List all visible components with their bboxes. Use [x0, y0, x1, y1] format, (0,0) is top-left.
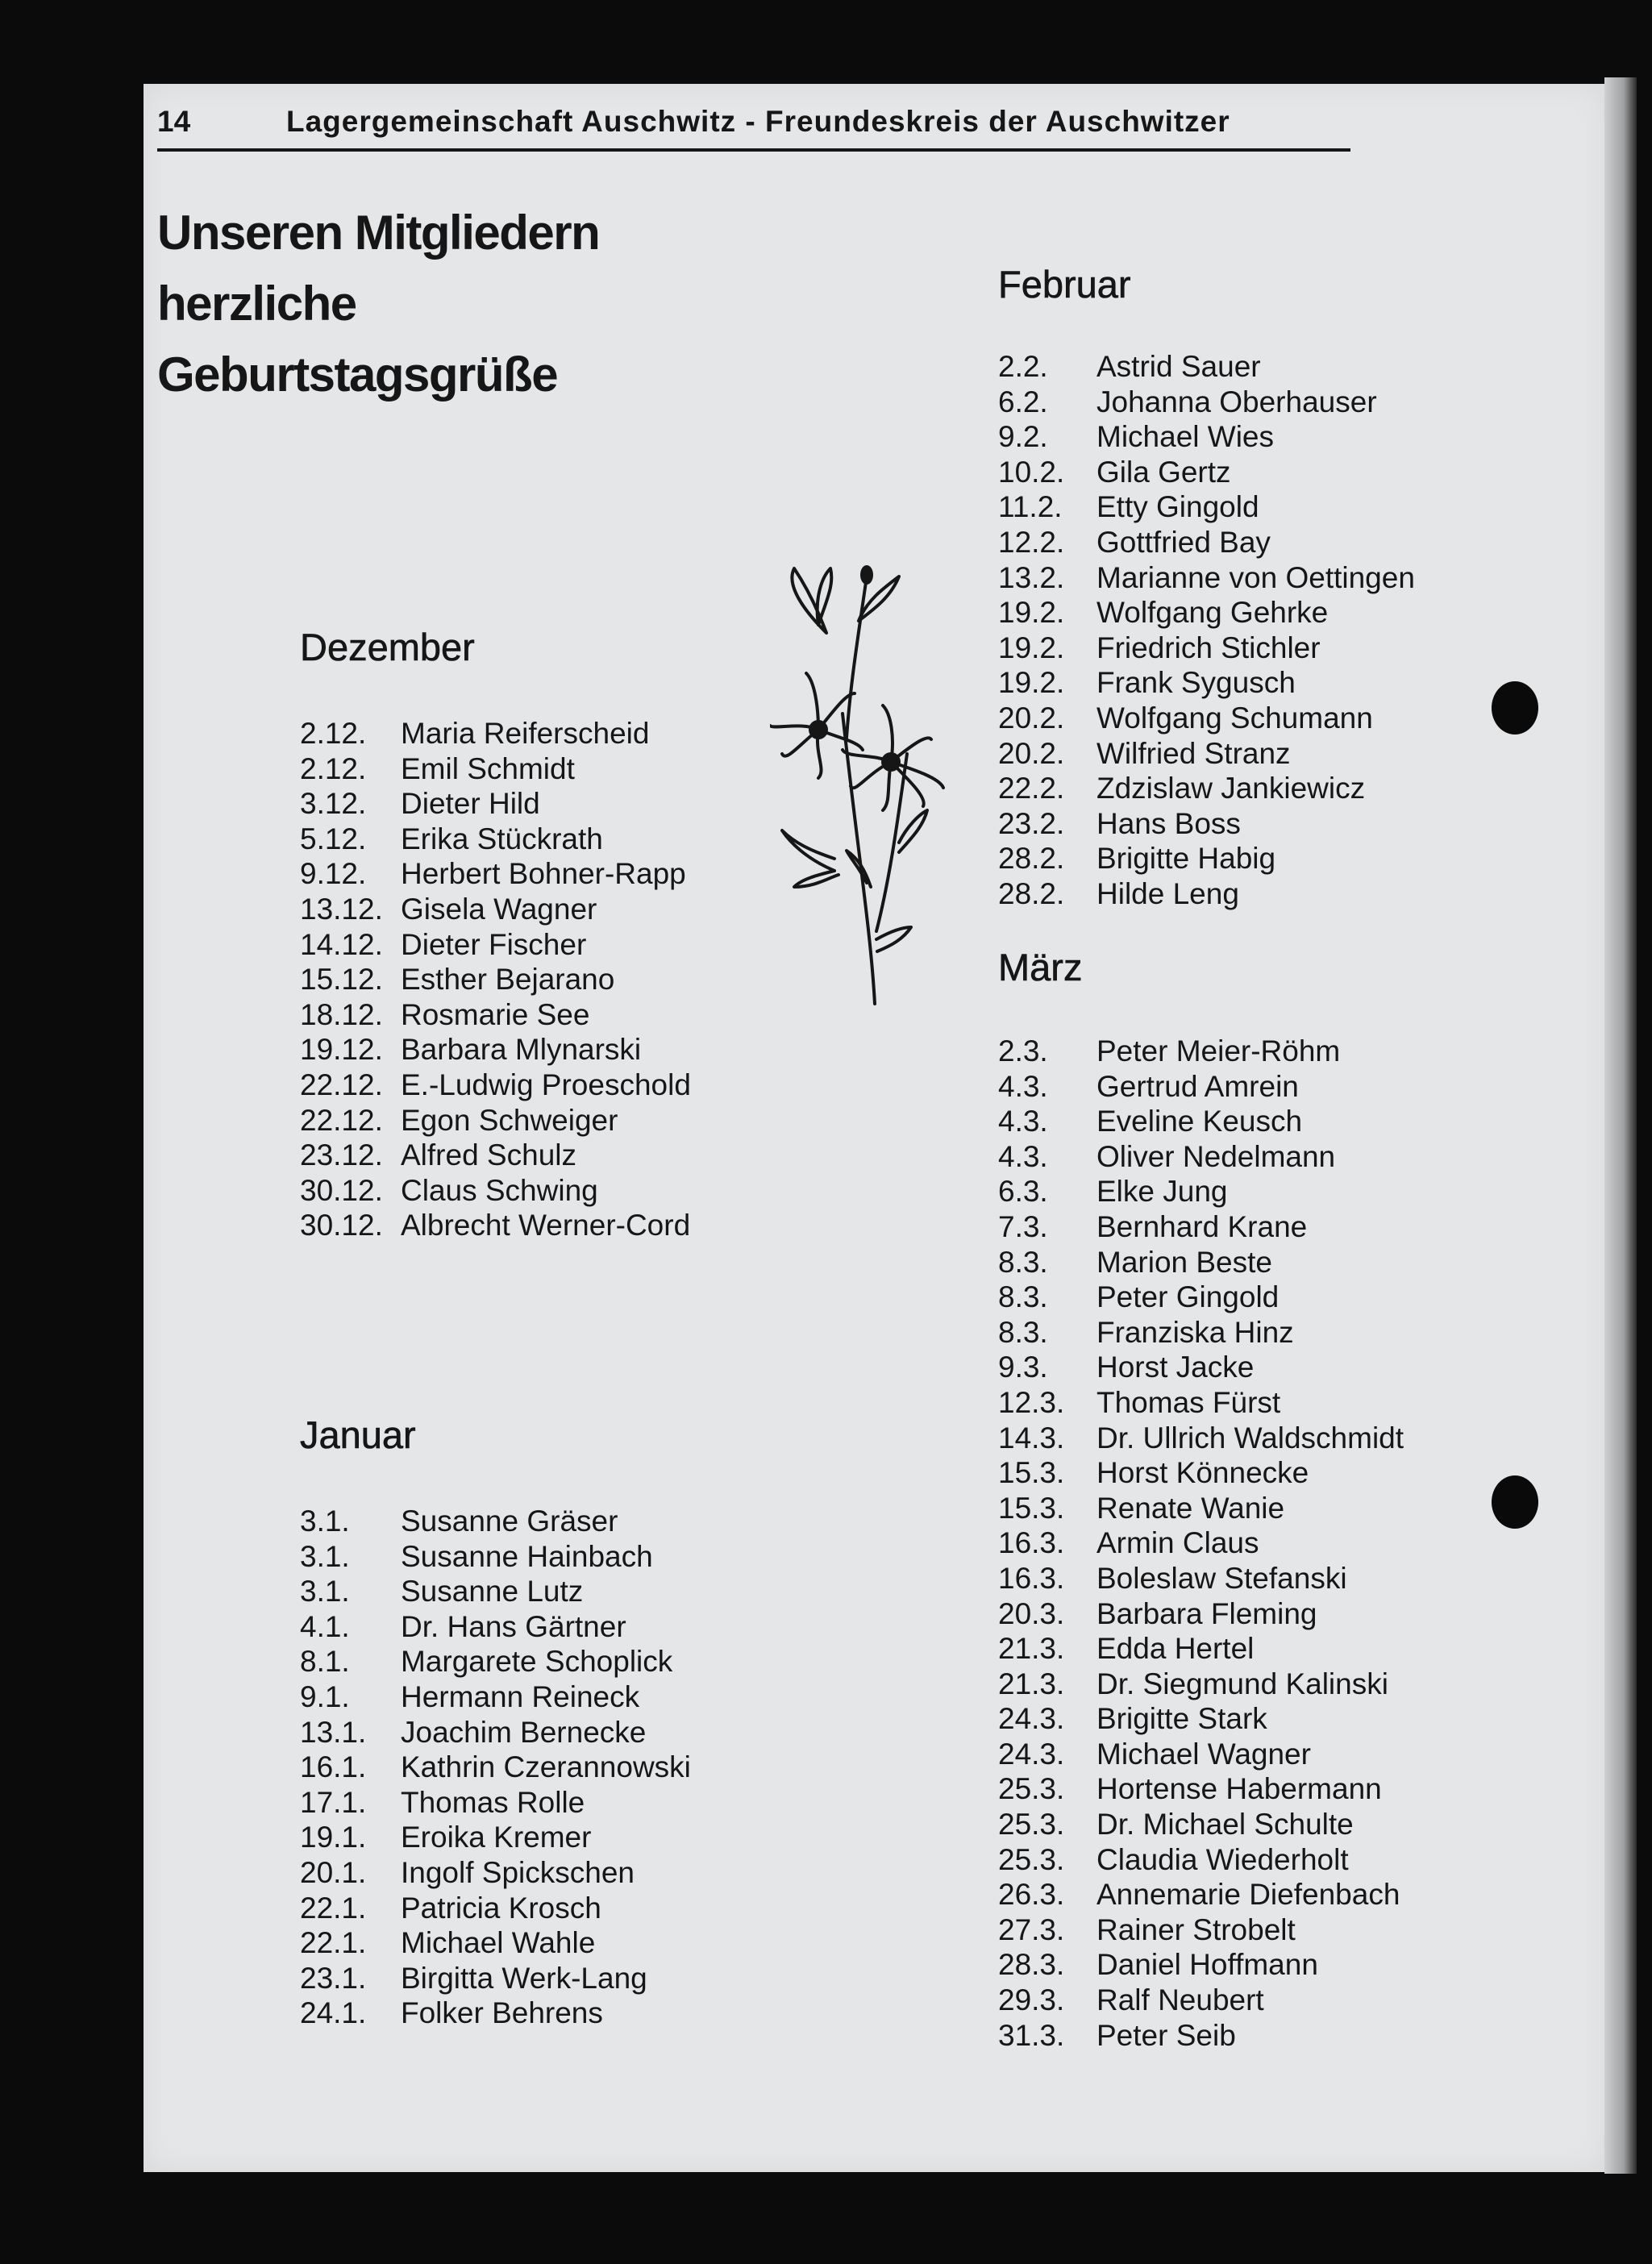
birthday-date: 2.2. — [998, 350, 1048, 383]
birthday-date: 31.3. — [998, 2018, 1065, 2052]
birthday-date: 19.1. — [300, 1821, 367, 1854]
birthday-date: 21.3. — [998, 1632, 1065, 1666]
member-name: Ingolf Spickschen — [401, 1855, 635, 1889]
member-name: Eroika Kremer — [401, 1821, 592, 1854]
member-name: Franziska Hinz — [1096, 1315, 1294, 1349]
birthday-date: 28.2. — [998, 842, 1065, 876]
birthday-date: 28.2. — [998, 876, 1065, 910]
birthday-date: 23.2. — [998, 806, 1065, 840]
birthday-date: 19.2. — [998, 596, 1065, 630]
member-name: Emil Schmidt — [401, 751, 575, 785]
member-name: Birgitta Werk-Lang — [401, 1961, 647, 1995]
member-name: Thomas Fürst — [1096, 1385, 1281, 1419]
birthday-date: 16.3. — [998, 1561, 1065, 1595]
birthday-date: 24.3. — [998, 1702, 1065, 1736]
month-heading-februar: Februar — [998, 263, 1131, 306]
birthday-date: 8.3. — [998, 1245, 1048, 1279]
birthday-date: 17.1. — [300, 1785, 367, 1819]
birthday-date: 11.2. — [998, 490, 1063, 524]
member-name: Gottfried Bay — [1096, 525, 1271, 559]
birthday-date: 19.2. — [998, 631, 1065, 664]
birthday-date: 21.3. — [998, 1667, 1065, 1700]
member-name: Michael Wies — [1096, 420, 1274, 454]
page-edge — [1604, 77, 1637, 2174]
member-name: Peter Gingold — [1096, 1280, 1280, 1314]
punch-hole-top — [1492, 681, 1538, 735]
birthday-date: 12.3. — [998, 1385, 1065, 1419]
member-name: Boleslaw Stefanski — [1096, 1561, 1347, 1595]
member-name: Susanne Hainbach — [401, 1539, 653, 1573]
flower-illustration — [770, 552, 972, 1012]
birthday-date: 9.2. — [998, 420, 1048, 454]
flower-bud — [860, 565, 873, 585]
birthday-date: 3.1. — [300, 1539, 350, 1573]
birthday-date: 9.1. — [300, 1679, 350, 1713]
member-name: Thomas Rolle — [401, 1785, 585, 1819]
member-name: Bernhard Krane — [1096, 1209, 1308, 1243]
member-name: Herbert Bohner-Rapp — [401, 857, 686, 891]
birthday-date: 9.3. — [998, 1350, 1048, 1384]
member-name: Michael Wahle — [401, 1926, 596, 1960]
member-name: Peter Seib — [1096, 2018, 1236, 2052]
member-name: Dr. Hans Gärtner — [401, 1609, 626, 1643]
member-name: Kathrin Czerannowski — [401, 1750, 691, 1784]
birthday-date: 13.1. — [300, 1715, 367, 1749]
birthday-date: 22.1. — [300, 1891, 367, 1925]
member-name: Brigitte Habig — [1096, 842, 1276, 876]
member-name: Daniel Hoffmann — [1096, 1948, 1318, 1982]
member-name: Hermann Reineck — [401, 1679, 640, 1713]
birthday-date: 6.2. — [998, 385, 1048, 418]
member-name: Hortense Habermann — [1096, 1772, 1382, 1806]
title-line-1: Unseren Mitgliedern — [157, 206, 600, 260]
birthday-date: 2.3. — [998, 1034, 1048, 1067]
member-name: Horst Jacke — [1096, 1350, 1255, 1384]
member-name: Dieter Fischer — [401, 927, 587, 961]
member-name: Egon Schweiger — [401, 1103, 618, 1137]
member-name: Susanne Lutz — [401, 1575, 584, 1609]
member-name: Elke Jung — [1096, 1175, 1228, 1209]
member-name: Wolfgang Schumann — [1096, 701, 1373, 735]
member-name: Patricia Krosch — [401, 1891, 601, 1925]
birthday-date: 8.3. — [998, 1280, 1048, 1314]
birthday-date: 12.2. — [998, 525, 1065, 559]
birthday-date: 5.12. — [300, 822, 367, 855]
birthday-date: 14.12. — [300, 927, 383, 961]
page-header — [157, 102, 1350, 152]
member-name: Horst Könnecke — [1096, 1456, 1309, 1490]
birthday-date: 8.1. — [300, 1645, 350, 1679]
birthday-date: 25.3. — [998, 1842, 1065, 1876]
member-name: Dr. Michael Schulte — [1096, 1808, 1354, 1842]
birthday-date: 16.3. — [998, 1526, 1065, 1560]
member-name: Barbara Fleming — [1096, 1596, 1317, 1630]
birthday-date: 22.2. — [998, 772, 1065, 805]
member-name: Barbara Mlynarski — [401, 1033, 642, 1067]
member-name: Gila Gertz — [1096, 455, 1231, 489]
member-name: Oliver Nedelmann — [1096, 1139, 1336, 1173]
flower-drawing — [770, 552, 972, 1012]
birthday-date: 3.12. — [300, 787, 367, 821]
birthday-date: 10.2. — [998, 455, 1065, 489]
birthday-date: 3.1. — [300, 1504, 350, 1538]
member-name: Eveline Keusch — [1096, 1105, 1303, 1138]
month-heading-dezember: Dezember — [300, 626, 475, 668]
page-number: 14 — [157, 105, 191, 138]
birthday-date: 20.1. — [300, 1855, 367, 1889]
member-name: E.-Ludwig Proeschold — [401, 1067, 691, 1101]
birthday-date: 4.3. — [998, 1105, 1048, 1138]
member-name: Etty Gingold — [1096, 490, 1259, 524]
birthday-date: 13.12. — [300, 892, 383, 926]
flower-center-2 — [881, 752, 901, 772]
member-name: Marion Beste — [1096, 1245, 1272, 1279]
title-line-2: herzliche — [157, 277, 356, 331]
member-name: Renate Wanie — [1096, 1491, 1285, 1525]
birthday-date: 15.3. — [998, 1456, 1065, 1490]
birthday-date: 2.12. — [300, 751, 367, 785]
birthday-date: 22.12. — [300, 1067, 383, 1101]
birthday-date: 18.12. — [300, 997, 383, 1031]
member-name: Hans Boss — [1096, 806, 1241, 840]
birthday-date: 22.12. — [300, 1103, 383, 1137]
birthday-date: 13.2. — [998, 560, 1065, 594]
member-name: Dr. Ullrich Waldschmidt — [1096, 1421, 1404, 1455]
member-name: Claus Schwing — [401, 1173, 598, 1207]
member-name: Joachim Bernecke — [401, 1715, 647, 1749]
member-name: Annemarie Diefenbach — [1096, 1878, 1400, 1912]
month-heading-maerz: März — [998, 946, 1083, 988]
birthday-date: 24.3. — [998, 1737, 1065, 1771]
member-name: Peter Meier-Röhm — [1096, 1034, 1341, 1067]
birthday-date: 16.1. — [300, 1750, 367, 1784]
member-name: Margarete Schoplick — [401, 1645, 673, 1679]
title-line-3: Geburtstagsgrüße — [157, 348, 558, 402]
birthday-date: 29.3. — [998, 1983, 1065, 2017]
birthday-date: 23.12. — [300, 1138, 383, 1172]
birthday-date: 3.1. — [300, 1575, 350, 1609]
birthday-date: 6.3. — [998, 1175, 1048, 1209]
member-name: Rosmarie See — [401, 997, 590, 1031]
member-name: Folker Behrens — [401, 1996, 603, 2030]
member-name: Gisela Wagner — [401, 892, 597, 926]
birthday-date: 15.12. — [300, 963, 383, 997]
birthday-date: 19.12. — [300, 1033, 383, 1067]
member-name: Dr. Siegmund Kalinski — [1096, 1667, 1388, 1700]
birthday-date: 14.3. — [998, 1421, 1065, 1455]
member-name: Johanna Oberhauser — [1096, 385, 1377, 418]
birthday-date: 20.2. — [998, 701, 1065, 735]
member-name: Gertrud Amrein — [1096, 1069, 1299, 1103]
member-name: Erika Stückrath — [401, 822, 603, 855]
birthday-date: 4.1. — [300, 1609, 350, 1643]
member-name: Astrid Sauer — [1096, 350, 1261, 383]
member-name: Rainer Strobelt — [1096, 1912, 1296, 1946]
flower-center-1 — [809, 720, 828, 739]
birthday-date: 8.3. — [998, 1315, 1048, 1349]
birthday-date: 15.3. — [998, 1491, 1065, 1525]
member-name: Ralf Neubert — [1096, 1983, 1264, 2017]
member-name: Edda Hertel — [1096, 1632, 1255, 1666]
member-name: Albrecht Werner-Cord — [401, 1209, 691, 1242]
birthday-date: 2.12. — [300, 717, 367, 750]
member-name: Susanne Gräser — [401, 1504, 618, 1538]
birthday-date: 26.3. — [998, 1878, 1065, 1912]
member-name: Brigitte Stark — [1096, 1702, 1267, 1736]
punch-hole-bottom — [1492, 1475, 1538, 1529]
member-name: Alfred Schulz — [401, 1138, 576, 1172]
birthday-date: 7.3. — [998, 1209, 1048, 1243]
member-name: Dieter Hild — [401, 787, 540, 821]
birthday-date: 20.3. — [998, 1596, 1065, 1630]
birthday-date: 4.3. — [998, 1069, 1048, 1103]
member-name: Wolfgang Gehrke — [1096, 596, 1329, 630]
member-name: Michael Wagner — [1096, 1737, 1311, 1771]
birthday-date: 25.3. — [998, 1808, 1065, 1842]
member-name: Hilde Leng — [1096, 876, 1239, 910]
member-name: Armin Claus — [1096, 1526, 1259, 1560]
member-name: Zdzislaw Jankiewicz — [1096, 772, 1366, 805]
birthday-date: 4.3. — [998, 1139, 1048, 1173]
header-title: Lagergemeinschaft Auschwitz - Freundeskreis der Auschwitzer — [286, 105, 1230, 138]
birthday-date: 19.2. — [998, 666, 1065, 700]
member-name: Maria Reiferscheid — [401, 717, 650, 750]
member-name: Friedrich Stichler — [1096, 631, 1321, 664]
member-name: Marianne von Oettingen — [1096, 560, 1415, 594]
birthday-date: 25.3. — [998, 1772, 1065, 1806]
birthday-date: 22.1. — [300, 1926, 367, 1960]
member-name: Wilfried Stranz — [1096, 736, 1291, 770]
birthday-date: 30.12. — [300, 1209, 383, 1242]
member-name: Claudia Wiederholt — [1096, 1842, 1349, 1876]
birthday-date: 20.2. — [998, 736, 1065, 770]
birthday-date: 23.1. — [300, 1961, 367, 1995]
month-heading-januar: Januar — [300, 1413, 416, 1456]
member-name: Frank Sygusch — [1096, 666, 1296, 700]
page-title — [157, 198, 722, 410]
birthday-date: 30.12. — [300, 1173, 383, 1207]
birthday-date: 27.3. — [998, 1912, 1065, 1946]
birthday-date: 9.12. — [300, 857, 367, 891]
birthday-date: 28.3. — [998, 1948, 1065, 1982]
birthday-date: 24.1. — [300, 1996, 367, 2030]
member-name: Esther Bejarano — [401, 963, 615, 997]
